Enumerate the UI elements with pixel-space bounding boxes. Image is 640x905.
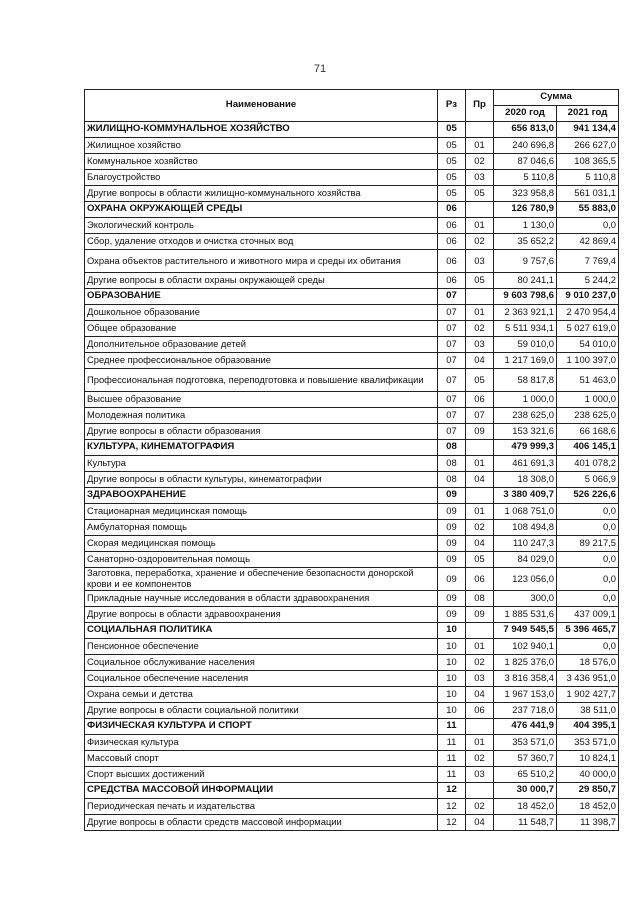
table-row [85,186,619,202]
row-pr: 02 [466,154,494,170]
row-rz: 11 [438,767,466,783]
table-row [85,138,619,154]
row-name: Общее образование [85,321,438,337]
row-value-2020: 153 321,6 [494,424,557,440]
row-pr: 06 [466,568,494,591]
row-pr: 08 [466,591,494,607]
row-value-2020: 2 363 921,1 [494,305,557,321]
table-row [85,520,619,536]
row-value-2021: 42 869,4 [557,234,619,250]
row-value-2020: 1 217 169,0 [494,353,557,369]
row-rz: 05 [438,154,466,170]
table-row [85,607,619,623]
row-pr: 02 [466,799,494,815]
row-value-2020: 110 247,3 [494,536,557,552]
row-rz: 12 [438,783,466,799]
row-name: Благоустройство [85,170,438,186]
row-name: Стационарная медицинская помощь [85,504,438,520]
row-pr: 02 [466,520,494,536]
table-row [85,536,619,552]
row-value-2021: 353 571,0 [557,735,619,751]
row-name: Культура [85,456,438,472]
row-value-2020: 11 548,7 [494,815,557,831]
row-value-2021: 5 027 619,0 [557,321,619,337]
row-rz: 07 [438,408,466,424]
row-pr: 04 [466,687,494,703]
row-pr: 02 [466,234,494,250]
row-rz: 10 [438,687,466,703]
table-row [85,154,619,170]
section-row [85,122,619,138]
row-name: ЖИЛИЩНО-КОММУНАЛЬНОЕ ХОЗЯЙСТВО [85,122,438,138]
row-pr: 01 [466,138,494,154]
row-value-2021: 561 031,1 [557,186,619,202]
row-value-2020: 1 825 376,0 [494,655,557,671]
row-value-2020: 1 068 751,0 [494,504,557,520]
table-row [85,703,619,719]
row-name: Другие вопросы в области охраны окружающей среды [85,273,438,289]
row-value-2020: 18 308,0 [494,472,557,488]
row-rz: 09 [438,536,466,552]
row-value-2020: 7 949 545,5 [494,623,557,639]
row-pr [466,623,494,639]
row-value-2021: 5 066,9 [557,472,619,488]
row-value-2021: 266 627,0 [557,138,619,154]
row-pr: 01 [466,735,494,751]
section-row [85,488,619,504]
row-value-2021: 0,0 [557,218,619,234]
row-pr [466,440,494,456]
row-value-2020: 479 999,3 [494,440,557,456]
table-row [85,751,619,767]
row-pr: 09 [466,424,494,440]
table-row [85,639,619,655]
row-pr [466,122,494,138]
row-name: Заготовка, переработка, хранение и обеспечение безопасности донорской крови и ее компонентов [85,568,438,591]
row-value-2020: 108 494,8 [494,520,557,536]
table-row [85,767,619,783]
row-pr: 02 [466,655,494,671]
row-name: Социальное обеспечение населения [85,671,438,687]
row-value-2021: 3 436 951,0 [557,671,619,687]
row-pr: 04 [466,353,494,369]
row-value-2020: 323 958,8 [494,186,557,202]
row-value-2020: 3 816 358,4 [494,671,557,687]
row-rz: 05 [438,138,466,154]
row-pr: 05 [466,186,494,202]
row-value-2021: 0,0 [557,568,619,591]
row-name: Дошкольное образование [85,305,438,321]
row-value-2021: 66 168,6 [557,424,619,440]
row-name: Санаторно-оздоровительная помощь [85,552,438,568]
row-value-2020: 9 757,6 [494,250,557,273]
row-pr: 02 [466,751,494,767]
row-value-2021: 401 078,2 [557,456,619,472]
row-name: Профессиональная подготовка, переподготовка и повышение квалификации [85,369,438,392]
row-pr: 01 [466,639,494,655]
row-value-2021: 7 769,4 [557,250,619,273]
row-value-2020: 1 130,0 [494,218,557,234]
row-name: Пенсионное обеспечение [85,639,438,655]
row-value-2021: 437 009,1 [557,607,619,623]
row-rz: 06 [438,273,466,289]
row-rz: 07 [438,337,466,353]
row-value-2021: 0,0 [557,552,619,568]
row-value-2021: 89 217,5 [557,536,619,552]
row-rz: 07 [438,321,466,337]
row-value-2021: 18 576,0 [557,655,619,671]
table-row [85,472,619,488]
row-name: Другие вопросы в области здравоохранения [85,607,438,623]
header-pr: Пр [466,90,494,122]
row-rz: 09 [438,552,466,568]
row-rz: 07 [438,392,466,408]
row-value-2020: 656 813,0 [494,122,557,138]
row-pr: 01 [466,218,494,234]
row-name: Экологический контроль [85,218,438,234]
row-pr: 09 [466,607,494,623]
row-name: Сбор, удаление отходов и очистка сточных вод [85,234,438,250]
section-row [85,289,619,305]
row-value-2021: 0,0 [557,504,619,520]
row-name: КУЛЬТУРА, КИНЕМАТОГРАФИЯ [85,440,438,456]
row-value-2021: 5 244,2 [557,273,619,289]
row-value-2020: 123 056,0 [494,568,557,591]
row-name: ОХРАНА ОКРУЖАЮЩЕЙ СРЕДЫ [85,202,438,218]
row-rz: 08 [438,472,466,488]
section-row [85,440,619,456]
row-name: СРЕДСТВА МАССОВОЙ ИНФОРМАЦИИ [85,783,438,799]
row-name: Среднее профессиональное образование [85,353,438,369]
row-value-2021: 1 902 427,7 [557,687,619,703]
row-pr: 03 [466,170,494,186]
row-rz: 10 [438,655,466,671]
row-value-2021: 0,0 [557,591,619,607]
row-value-2021: 9 010 237,0 [557,289,619,305]
row-rz: 07 [438,289,466,305]
row-value-2021: 0,0 [557,520,619,536]
table-row [85,671,619,687]
row-pr: 06 [466,703,494,719]
row-pr: 05 [466,552,494,568]
row-rz: 10 [438,671,466,687]
row-rz: 12 [438,799,466,815]
table-row [85,552,619,568]
row-value-2021: 18 452,0 [557,799,619,815]
row-name: Другие вопросы в области образования [85,424,438,440]
table-row [85,353,619,369]
table-row [85,735,619,751]
row-value-2020: 84 029,0 [494,552,557,568]
row-name: ФИЗИЧЕСКАЯ КУЛЬТУРА И СПОРТ [85,719,438,735]
row-value-2020: 59 010,0 [494,337,557,353]
row-pr: 03 [466,337,494,353]
row-value-2020: 30 000,7 [494,783,557,799]
row-value-2020: 300,0 [494,591,557,607]
row-name: Прикладные научные исследования в области здравоохранения [85,591,438,607]
row-name: Коммунальное хозяйство [85,154,438,170]
row-value-2020: 237 718,0 [494,703,557,719]
row-rz: 11 [438,751,466,767]
row-pr: 04 [466,472,494,488]
row-pr: 04 [466,536,494,552]
header-rz: Рз [438,90,466,122]
row-pr: 05 [466,369,494,392]
row-value-2020: 80 241,1 [494,273,557,289]
table-row [85,799,619,815]
table-row [85,591,619,607]
page-number: 71 [313,63,327,75]
row-value-2021: 54 010,0 [557,337,619,353]
row-rz: 07 [438,424,466,440]
table-row [85,815,619,831]
row-value-2020: 5 110,8 [494,170,557,186]
header-name: Наименование [85,90,438,122]
row-value-2020: 87 046,6 [494,154,557,170]
table-row [85,321,619,337]
row-value-2021: 29 850,7 [557,783,619,799]
row-name: Другие вопросы в области социальной политики [85,703,438,719]
row-name: Охрана объектов растительного и животного мира и среды их обитания [85,250,438,273]
row-value-2020: 58 817,8 [494,369,557,392]
row-rz: 07 [438,353,466,369]
row-value-2020: 353 571,0 [494,735,557,751]
row-value-2020: 18 452,0 [494,799,557,815]
row-rz: 09 [438,568,466,591]
row-name: Другие вопросы в области средств массовой информации [85,815,438,831]
row-pr: 03 [466,250,494,273]
table-row [85,218,619,234]
row-rz: 11 [438,735,466,751]
row-rz: 07 [438,369,466,392]
row-value-2020: 1 967 153,0 [494,687,557,703]
row-value-2020: 65 510,2 [494,767,557,783]
row-value-2020: 57 360,7 [494,751,557,767]
row-pr: 02 [466,321,494,337]
row-value-2020: 240 696,8 [494,138,557,154]
row-rz: 11 [438,719,466,735]
row-name: Спорт высших достижений [85,767,438,783]
row-rz: 10 [438,623,466,639]
row-value-2021: 1 100 397,0 [557,353,619,369]
row-value-2021: 406 145,1 [557,440,619,456]
table-body [85,122,619,831]
row-name: ЗДРАВООХРАНЕНИЕ [85,488,438,504]
row-pr [466,289,494,305]
row-value-2021: 0,0 [557,639,619,655]
table-row [85,170,619,186]
row-name: Массовый спорт [85,751,438,767]
section-row [85,783,619,799]
row-name: ОБРАЗОВАНИЕ [85,289,438,305]
row-name: Охрана семьи и детства [85,687,438,703]
row-value-2021: 238 625,0 [557,408,619,424]
table-row [85,456,619,472]
row-name: Жилищное хозяйство [85,138,438,154]
row-name: Высшее образование [85,392,438,408]
table-row [85,305,619,321]
row-name: Другие вопросы в области культуры, кинематографии [85,472,438,488]
row-value-2020: 35 652,2 [494,234,557,250]
row-rz: 10 [438,639,466,655]
table-row [85,424,619,440]
row-pr: 03 [466,671,494,687]
row-name: Молодежная политика [85,408,438,424]
section-row [85,719,619,735]
row-rz: 09 [438,520,466,536]
row-value-2021: 404 395,1 [557,719,619,735]
table-row [85,369,619,392]
table-row [85,687,619,703]
row-value-2020: 476 441,9 [494,719,557,735]
row-value-2020: 238 625,0 [494,408,557,424]
row-name: СОЦИАЛЬНАЯ ПОЛИТИКА [85,623,438,639]
header-sum: Сумма [494,90,619,106]
row-pr: 06 [466,392,494,408]
row-rz: 12 [438,815,466,831]
row-pr: 05 [466,273,494,289]
table-row [85,234,619,250]
row-value-2021: 38 511,0 [557,703,619,719]
header-year-2021: 2021 год [557,106,619,122]
budget-table [84,89,619,831]
row-rz: 09 [438,607,466,623]
row-value-2021: 55 883,0 [557,202,619,218]
table-row [85,337,619,353]
row-name: Другие вопросы в области жилищно-коммунального хозяйства [85,186,438,202]
row-pr [466,719,494,735]
row-name: Амбулаторная помощь [85,520,438,536]
row-value-2020: 461 691,3 [494,456,557,472]
row-value-2021: 11 398,7 [557,815,619,831]
row-value-2020: 9 603 798,6 [494,289,557,305]
table-row [85,655,619,671]
section-row [85,623,619,639]
header-year-2020: 2020 год [494,106,557,122]
row-pr [466,783,494,799]
row-rz: 08 [438,440,466,456]
row-value-2021: 1 000,0 [557,392,619,408]
table-row [85,250,619,273]
row-value-2021: 10 824,1 [557,751,619,767]
row-pr [466,202,494,218]
row-value-2021: 941 134,4 [557,122,619,138]
row-value-2020: 5 511 934,1 [494,321,557,337]
row-value-2021: 526 226,6 [557,488,619,504]
table-row [85,408,619,424]
row-rz: 06 [438,202,466,218]
row-pr: 01 [466,305,494,321]
row-pr: 07 [466,408,494,424]
row-value-2020: 1 885 531,6 [494,607,557,623]
row-rz: 09 [438,504,466,520]
row-value-2021: 5 110,8 [557,170,619,186]
row-name: Социальное обслуживание населения [85,655,438,671]
row-pr: 01 [466,456,494,472]
section-row [85,202,619,218]
row-pr [466,488,494,504]
row-value-2020: 3 380 409,7 [494,488,557,504]
row-value-2020: 1 000,0 [494,392,557,408]
row-rz: 08 [438,456,466,472]
row-name: Скорая медицинская помощь [85,536,438,552]
row-rz: 05 [438,170,466,186]
row-value-2021: 108 365,5 [557,154,619,170]
row-rz: 06 [438,250,466,273]
row-rz: 10 [438,703,466,719]
header-row-top [85,90,619,106]
row-value-2021: 2 470 954,4 [557,305,619,321]
table-row [85,392,619,408]
row-pr: 01 [466,504,494,520]
row-pr: 03 [466,767,494,783]
row-rz: 09 [438,591,466,607]
row-name: Физическая культура [85,735,438,751]
row-rz: 07 [438,305,466,321]
row-name: Дополнительное образование детей [85,337,438,353]
row-rz: 09 [438,488,466,504]
row-value-2020: 102 940,1 [494,639,557,655]
row-value-2021: 5 396 465,7 [557,623,619,639]
row-rz: 05 [438,186,466,202]
row-value-2021: 40 000,0 [557,767,619,783]
row-value-2020: 126 780,9 [494,202,557,218]
row-pr: 04 [466,815,494,831]
row-rz: 05 [438,122,466,138]
row-rz: 06 [438,234,466,250]
row-name: Периодическая печать и издательства [85,799,438,815]
row-value-2021: 51 463,0 [557,369,619,392]
table-row [85,273,619,289]
table-row [85,568,619,591]
table-row [85,504,619,520]
row-rz: 06 [438,218,466,234]
